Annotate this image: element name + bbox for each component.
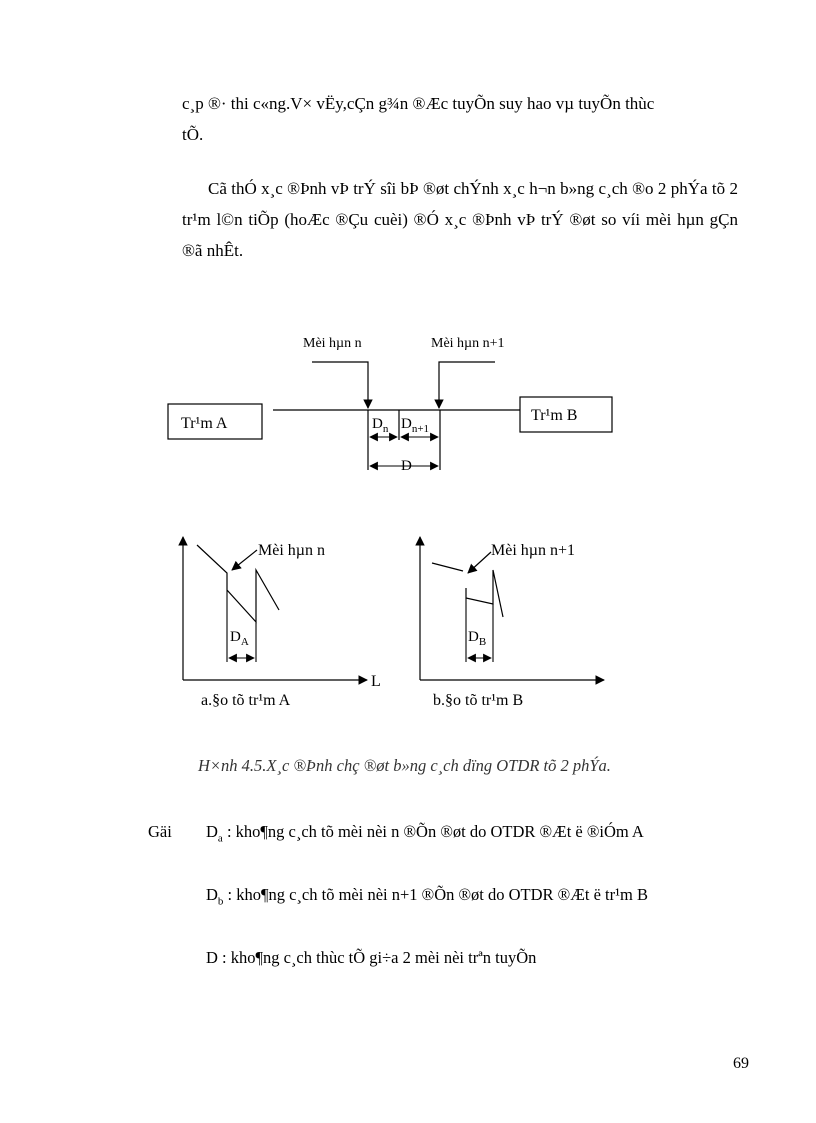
definition-da-sub: a	[217, 832, 223, 845]
graph-a-pointer	[232, 550, 257, 570]
graph-b-d-label	[468, 629, 486, 648]
page-number: 69	[733, 1055, 749, 1072]
definition-da	[206, 822, 644, 844]
d-label: D	[401, 458, 412, 474]
graph-a-d-main: D	[230, 629, 241, 645]
graph-b-trace-2	[466, 570, 503, 617]
splice-n1-pointer	[439, 362, 495, 408]
definition-db-text: : kho¶ng c¸ch tõ mèi nèi n+1 ®Õn ®øt do OTDR ®Æt ë tr¹m B	[223, 885, 649, 904]
graph-b-d-main: D	[468, 629, 479, 645]
definition-db	[206, 885, 648, 907]
dn1-label-sub: n+1	[411, 423, 430, 435]
dn1-label-main: D	[401, 416, 412, 432]
figure-caption: H×nh 4.5.X¸c ®Þnh chç ®øt b»ng c¸ch dïng OTDR tõ 2 phÝa.	[198, 756, 611, 775]
graph-b-trace-1	[432, 563, 463, 571]
paragraph-2-text: Cã thÓ x¸c ®Þnh vÞ trÝ sîi bÞ ®øt chÝnh x¸c h¬n b»ng c¸ch ®o 2 phÝa tõ 2 tr¹m l©n tiÕp (hoÆc ®Çu cuèi) ®Ó x¸c ®Þnh vÞ trÝ ®øt so víi mèi hµn gÇn ®ã nhÊt.	[182, 179, 738, 260]
graph-a-d-label	[230, 629, 249, 648]
definition-da-main: D	[206, 822, 218, 841]
graph-b	[420, 537, 604, 709]
definition-db-main: D	[206, 885, 218, 904]
graph-a-caption: a.§o tõ tr¹m A	[201, 692, 291, 709]
definition-lead: Gäi	[148, 822, 172, 841]
graph-a-x-axis-label: L	[371, 673, 381, 690]
top-diagram	[168, 336, 612, 474]
paragraph-1-line-1: c¸p ®· thi c«ng.V× vËy,cÇn g¾n ®Æc tuyÕn suy hao vµ tuyÕn thùc	[182, 94, 655, 113]
station-b-label: Tr¹m B	[531, 407, 578, 424]
definition-da-text: : kho¶ng c¸ch tõ mèi nèi n ®Õn ®øt do OTDR ®Æt ë ®iÓm A	[222, 822, 644, 841]
dn-label	[372, 416, 389, 435]
graph-a-d-sub: A	[240, 636, 249, 648]
definition-d: D : kho¶ng c¸ch thùc tÕ gi÷a 2 mèi nèi trªn tuyÕn	[206, 948, 537, 967]
splice-n-pointer	[312, 362, 368, 408]
graph-b-caption: b.§o tõ tr¹m B	[433, 692, 524, 709]
dn-label-main: D	[372, 416, 383, 432]
splice-n1-label: Mèi hµn n+1	[431, 336, 505, 351]
graph-a-splice-label: Mèi hµn n	[258, 542, 325, 559]
paragraph-1-line-2: tÕ.	[182, 125, 204, 144]
dn1-label	[401, 416, 429, 435]
graph-a	[183, 537, 381, 709]
graph-b-splice-label: Mèi hµn n+1	[491, 542, 576, 559]
station-a-label: Tr¹m A	[181, 415, 228, 432]
splice-n-label: Mèi hµn n	[303, 336, 362, 351]
dn-label-sub: n	[382, 423, 389, 435]
graph-b-pointer	[468, 552, 491, 573]
definition-db-sub: b	[217, 895, 224, 908]
graph-b-d-sub: B	[478, 636, 487, 648]
